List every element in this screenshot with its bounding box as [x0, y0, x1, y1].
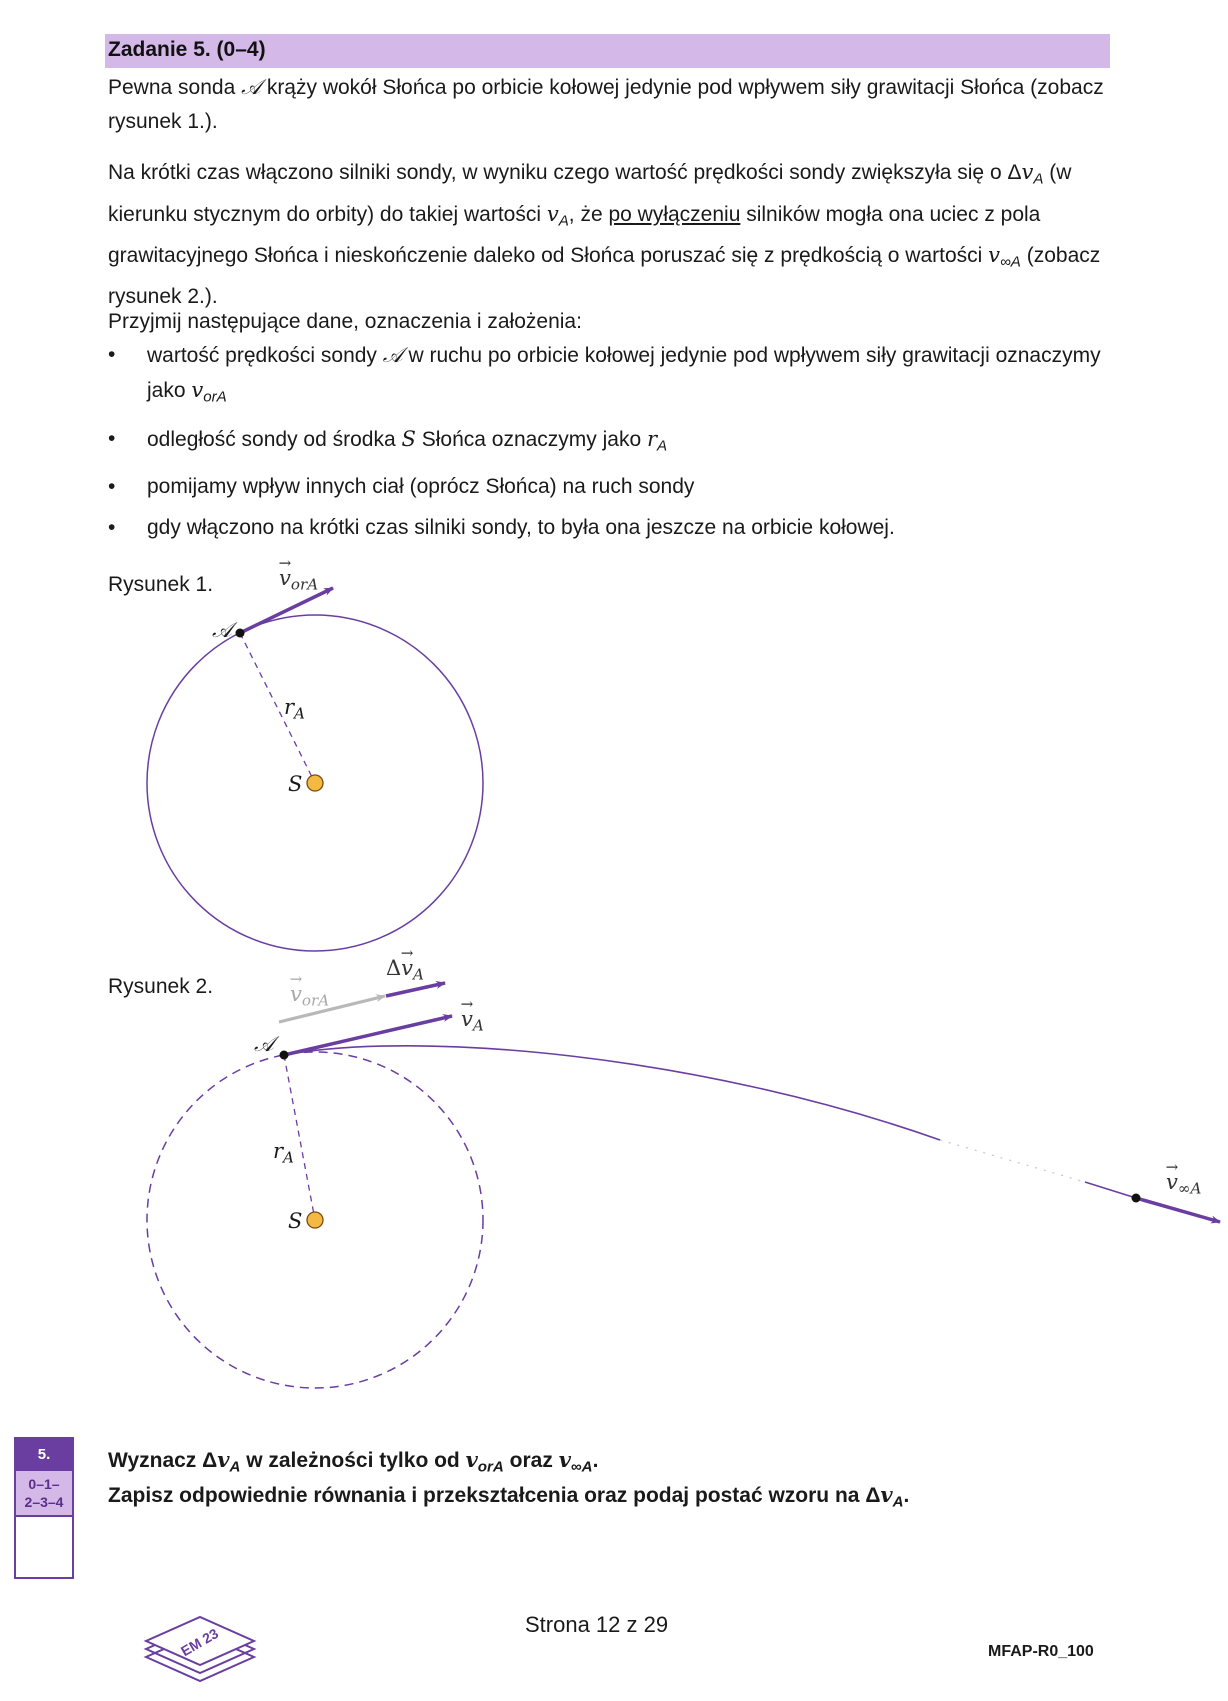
r-symbol: r	[273, 1139, 284, 1163]
velocity-infinity-label	[1166, 1170, 1201, 1198]
trajectory-tail	[1085, 1182, 1136, 1198]
probe-symbol: 𝒜	[241, 75, 261, 99]
text: oraz	[503, 1449, 559, 1472]
subscript: A	[558, 212, 569, 230]
v-symbol: → v	[279, 566, 291, 590]
subscript: A	[413, 965, 424, 984]
logo-text: EM 23	[177, 1625, 222, 1660]
text: w zależności tylko od	[240, 1449, 466, 1472]
sun-label: S	[288, 1209, 303, 1233]
subscript: orA	[301, 991, 330, 1010]
subscript: ∞A	[1177, 1179, 1202, 1198]
velocity-a-label	[461, 1007, 484, 1035]
text: .	[592, 1449, 599, 1472]
sun-icon	[307, 1212, 323, 1228]
probe-dot	[280, 1051, 289, 1060]
text: Pewna sonda	[108, 76, 236, 99]
text: , że	[568, 202, 609, 226]
task-title: Zadanie 5. (0–4)	[108, 38, 266, 61]
v-symbol: → v	[461, 1007, 473, 1031]
subscript: A	[892, 1493, 904, 1511]
probe-dot	[236, 629, 245, 638]
v-symbol: v	[217, 1447, 230, 1472]
subscript: A	[294, 704, 305, 723]
subscript: orA	[203, 388, 227, 406]
bullet-icon: •	[108, 516, 116, 540]
points-range	[16, 1471, 72, 1517]
text: krąży wokół Słońca po orbicie kołowej jedynie pod wpływem siły grawitacji Słońca (zobacz rysunek 1.).	[108, 76, 1104, 133]
delta-velocity-arrow	[386, 983, 445, 996]
text: gdy włączono na krótki czas silniki sondy, to była ona jeszcze na orbicie kołowej.	[147, 516, 895, 540]
probe-symbol: 𝒜	[382, 343, 403, 367]
sun-symbol: S	[401, 426, 416, 451]
r-symbol: r	[284, 695, 295, 719]
logo-icon	[140, 1595, 260, 1685]
page-number: Strona 12 z 29	[525, 1612, 669, 1637]
probe-label: 𝒜	[212, 618, 232, 642]
score-box	[14, 1437, 74, 1579]
subscript: A	[657, 437, 668, 455]
text: w ruchu po orbicie kołowej jedynie pod wpływem siły grawitacji oznaczymy jako	[147, 344, 1101, 402]
subscript: A	[472, 1016, 484, 1035]
points-line: 0–1–	[28, 1476, 60, 1492]
escape-trajectory	[284, 1046, 940, 1140]
question-line-2	[108, 1477, 1108, 1520]
assumptions-intro: Przyjmij następujące dane, oznaczenia i założenia:	[108, 310, 582, 333]
radius-line	[284, 1055, 315, 1220]
text: Na krótki czas włączono silniki sondy, w wyniku czego wartość prędkości sondy zwiększyła się o	[108, 161, 1008, 184]
sun-icon	[307, 775, 323, 791]
r-symbol: r	[647, 426, 658, 451]
v-symbol: v	[1021, 160, 1034, 184]
v-symbol: → v	[290, 982, 302, 1006]
delta-symbol: Δ	[202, 1449, 218, 1472]
v-symbol: v	[191, 378, 204, 402]
figure2-label: Rysunek 2.	[108, 975, 214, 998]
orbital-velocity-label	[290, 982, 329, 1010]
text: .	[903, 1484, 910, 1507]
text: (w kierunku stycznym do orbity) do takiej wartości	[108, 161, 1072, 226]
subscript: A	[229, 1458, 241, 1476]
task-number: 5.	[16, 1439, 72, 1471]
v-symbol: v	[988, 243, 1001, 268]
figure1-label: Rysunek 1.	[108, 573, 214, 596]
trajectory-gap	[940, 1140, 1085, 1182]
escape-point-dot	[1132, 1194, 1141, 1203]
points-line: 2–3–4	[24, 1494, 64, 1510]
v-symbol: v	[880, 1482, 893, 1507]
radius-label	[284, 695, 305, 723]
velocity-a-arrow	[284, 1016, 452, 1055]
text: silników mogła ona uciec z pola grawitacyjnego Słońca i nieskończenie daleko od Słońca poruszać się z prędkością o wartości	[108, 202, 1041, 268]
exam-code: MFAP-R0_100	[988, 1643, 1094, 1660]
subscript: orA	[477, 1458, 504, 1476]
subscript: orA	[290, 575, 319, 594]
text: Słońca oznaczymy jako	[415, 427, 647, 451]
text: odległość sondy od środka	[147, 427, 402, 451]
delta-symbol: Δ	[1007, 161, 1022, 184]
text: pomijamy wpływ innych ciał (oprócz Słońca) na ruch sondy	[147, 475, 695, 499]
subscript: A	[283, 1148, 294, 1167]
bullet-icon: •	[108, 343, 116, 366]
v-symbol: v	[465, 1447, 478, 1472]
radius-label	[273, 1139, 294, 1167]
bullet-icon: •	[108, 475, 116, 499]
sun-label: S	[288, 772, 303, 796]
v-symbol: → v	[401, 956, 413, 980]
text: Zapisz odpowiednie równania i przekształcenia oraz podaj postać wzoru na	[108, 1484, 866, 1507]
subscript: ∞A	[1000, 253, 1021, 271]
delta-symbol: Δ	[386, 956, 402, 980]
probe-label: 𝒜	[254, 1032, 274, 1056]
delta-velocity-label	[386, 956, 424, 984]
velocity-infinity-arrow	[1136, 1198, 1220, 1222]
velocity-arrow	[240, 588, 333, 633]
subscript: ∞A	[570, 1458, 593, 1476]
delta-symbol: Δ	[865, 1484, 881, 1507]
v-symbol: → v	[1166, 1170, 1178, 1194]
velocity-label	[279, 566, 318, 594]
v-symbol: v	[546, 201, 559, 226]
v-symbol: v	[558, 1447, 571, 1472]
underlined-text: po wyłączeniu	[608, 202, 741, 226]
text: (zobacz rysunek 2.).	[108, 244, 1101, 308]
text: wartość prędkości sondy	[147, 344, 383, 367]
subscript: A	[1033, 170, 1044, 188]
bullet-icon: •	[108, 426, 116, 450]
text: Wyznacz	[108, 1449, 203, 1472]
